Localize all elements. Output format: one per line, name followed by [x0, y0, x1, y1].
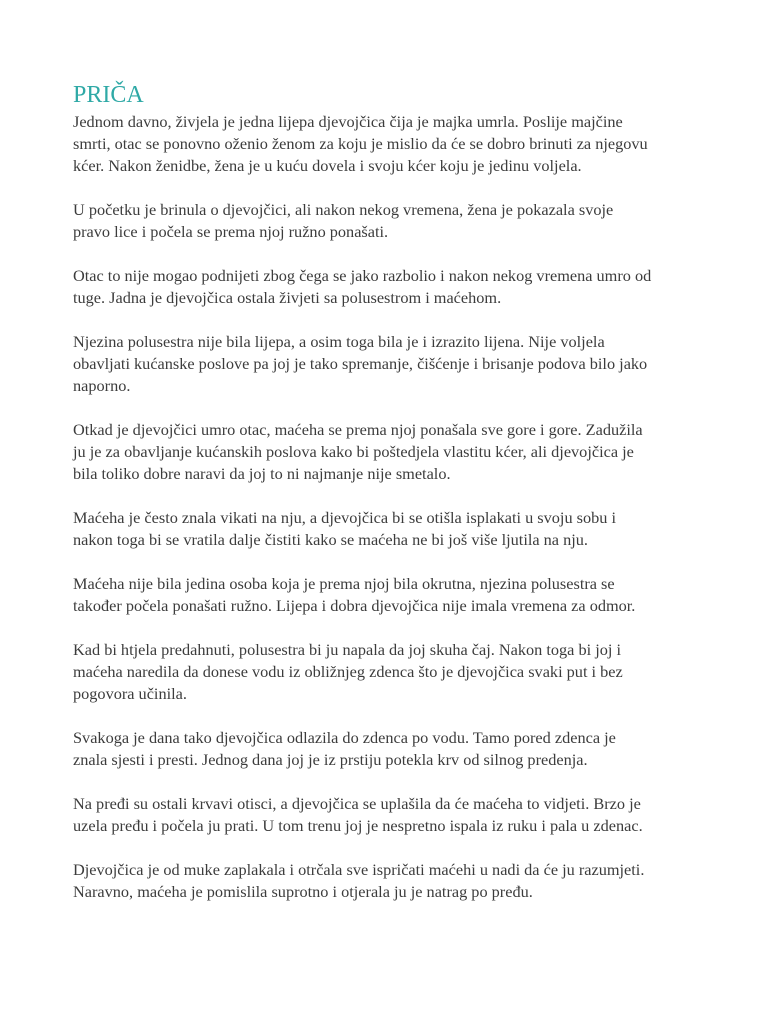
paragraph-7: Maćeha nije bila jedina osoba koja je prema njoj bila okrutna, njezina polusestra se također počela ponašati ružno. Lijepa i dobra djevojčica nije imala vremena za odmor.	[73, 574, 636, 615]
paragraph-3: Otac to nije mogao podnijeti zbog čega se jako razbolio i nakon nekog vremena umro od tuge. Jadna je djevojčica ostala živjeti sa polusestrom i maćehom.	[73, 266, 652, 307]
document-page	[73, 80, 703, 925]
paragraph-2: U početku je brinula o djevojčici, ali nakon nekog vremena, žena je pokazala svoje pravo lice i počela se prema njoj ružno ponašati.	[73, 200, 614, 241]
paragraph-8: Kad bi htjela predahnuti, polusestra bi ju napala da joj skuha čaj. Nakon toga bi joj i maćeha naredila da donese vodu iz obližnjeg zdenca što je djevojčica svaki put i bez pogovora učinila.	[73, 640, 623, 703]
paragraph-4: Njezina polusestra nije bila lijepa, a osim toga bila je i izrazito lijena. Nije voljela obavljati kućanske poslove pa joj je tako spremanje, čišćenje i brisanje podova bilo jako naporno.	[73, 332, 648, 395]
story-title: PRIČA	[73, 82, 144, 108]
paragraph-6: Maćeha je često znala vikati na nju, a djevojčica bi se otišla isplakati u svoju sobu i nakon toga bi se vratila dalje čistiti kako se maćeha ne bi još više ljutila na nju.	[73, 508, 617, 549]
paragraph-9: Svakoga je dana tako djevojčica odlazila do zdenca po vodu. Tamo pored zdenca je znala sjesti i presti. Jednog dana joj je iz prstiju potekla krv od silnog predenja.	[73, 728, 616, 769]
paragraph-1: Jednom davno, živjela je jedna lijepa djevojčica čija je majka umrla. Poslije majčine smrti, otac se ponovno oženio ženom za koju je mislio da će se dobro brinuti za njegovu kćer. Nakon ženidbe, žena je u kuću dovela i svoju kćer koju je jedinu voljela.	[73, 112, 648, 175]
paragraph-5: Otkad je djevojčici umro otac, maćeha se prema njoj ponašala sve gore i gore. Zadužila ju je za obavljanje kućanskih poslova kako bi poštedjela vlastitu kćer, ali djevojčica je bila toliko dobre naravi da joj to ni najmanje nije smetalo.	[73, 420, 643, 483]
paragraph-11: Djevojčica je od muke zaplakala i otrčala sve ispričati maćehi u nadi da će ju razumjeti. Naravno, maćeha je pomislila suprotno i otjerala ju je natrag po pređu.	[73, 860, 645, 901]
paragraph-10: Na pređi su ostali krvavi otisci, a djevojčica se uplašila da će maćeha to vidjeti. Brzo je uzela pređu i počela ju prati. U tom trenu joj je nespretno ispala iz ruku i pala u zdenac.	[73, 794, 643, 835]
